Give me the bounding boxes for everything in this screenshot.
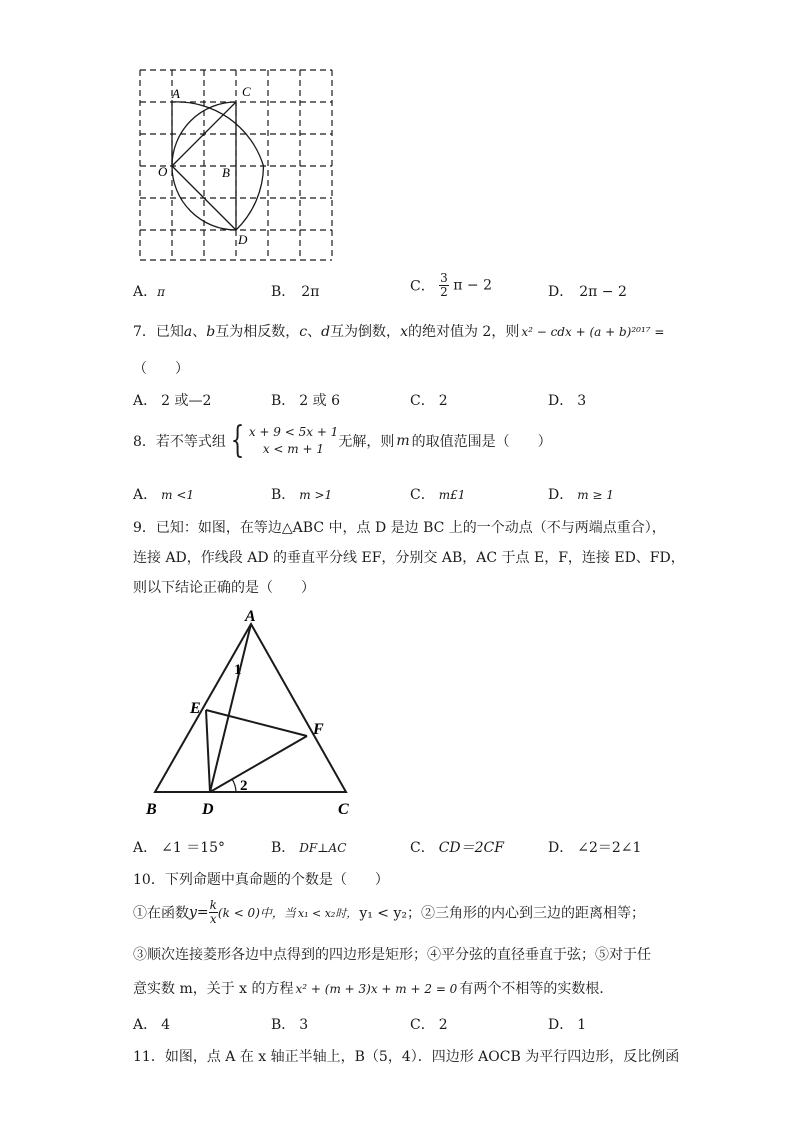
label-B: B [222, 165, 230, 180]
q6-option-c: C． $\frac{3}{2}$ π − 2 [410, 271, 493, 299]
q11-line1: 11．如图，点 A 在 x 轴正半轴上，B（5，4）．四边形 AOCB 为平行四边形，反比例函 [133, 1049, 680, 1065]
figure-triangle [140, 610, 365, 825]
label-C: C [242, 84, 251, 99]
q10-line2: ③顺次连接菱形各边中点得到的四边形是矩形；④平分弦的直径垂直于弦；⑤对于任 [133, 947, 651, 963]
segment-ed [206, 710, 210, 792]
label-angle-2: 2 [240, 778, 248, 794]
q7-option-d: D． 3 [548, 393, 587, 409]
q10-stem: 10．下列命题中真命题的个数是（ ） [133, 872, 389, 888]
q8-option-a: A． m <1 [133, 487, 195, 503]
q7-option-c: C． 2 [410, 393, 448, 409]
label-D: D [202, 801, 214, 818]
segment-fd [210, 736, 307, 792]
label-F: F [313, 721, 324, 738]
q10-option-a: A． 4 [133, 1017, 171, 1033]
label-A: A [172, 86, 180, 101]
q9-option-d: D． ∠2＝2∠1 [548, 840, 642, 856]
q9-line3: 则以下结论正确的是（ ） [133, 580, 315, 596]
q7-option-b: B． 2 或 6 [271, 393, 341, 409]
fraction-three-halves: $\frac{3}{2}$ [440, 271, 448, 299]
q10-line1: ①在函数y= $\frac{k}{x}$ (k < 0)中，当 x₁ < x₂时， y₁ < y₂；②三角形的内心到三边的距离相等； [133, 898, 646, 926]
q7-option-a: A． 2 或—2 [133, 393, 212, 409]
q10-option-d: D． 1 [548, 1017, 587, 1033]
inequality-system: x + 9 < 5x + 1 x < m + 1 [248, 425, 339, 456]
q6-option-a: A．π [133, 284, 166, 300]
q6-option-b: B． 2π [271, 284, 320, 300]
segment-ad [210, 624, 251, 792]
q9-line1: 9．已知：如图，在等边△ABC 中，点 D 是边 BC 上的一个动点（不与两端点重合）， [133, 520, 666, 536]
label-B: B [146, 801, 157, 818]
label-E: E [190, 700, 201, 717]
q8-option-b: B． m >1 [271, 487, 333, 503]
angle-2-arc [232, 779, 236, 792]
triangle-abc [155, 624, 346, 792]
label-angle-1: 1 [234, 662, 242, 678]
q9-option-b: B． DF⊥AC [271, 840, 347, 856]
brace-icon: { [230, 420, 245, 461]
q7-stem: 7．已知a、b互为相反数，c、d互为倒数，x的绝对值为 2，则 x² − cdx + (a + b)²⁰¹⁷ = [133, 324, 665, 340]
q10-option-c: C． 2 [410, 1017, 448, 1033]
q8-option-d: D． m ≥ 1 [548, 487, 614, 503]
q7-blank: （ ） [133, 361, 189, 377]
segment-ef [206, 710, 307, 736]
q9-option-a: A． ∠1 ＝15° [133, 840, 226, 856]
q8-option-c: C． m£1 [410, 487, 466, 503]
q10-option-b: B． 3 [271, 1017, 309, 1033]
q6-option-d: D． 2π − 2 [548, 284, 627, 300]
q9-line2: 连接 AD，作线段 AD 的垂直平分线 EF，分别交 AB，AC 于点 E，F，连接 ED、FD， [133, 550, 685, 566]
label-O: O [158, 164, 168, 179]
fraction-k-over-x: $\frac{k}{x}$ [209, 898, 217, 926]
q10-line3: 意实数 m，关于 x 的方程 x² + (m + 3)x + m + 2 = 0 有两个不相等的实数根． [133, 981, 614, 997]
q9-option-c: C． CD＝2CF [410, 840, 504, 856]
label-D: D [238, 232, 248, 247]
q8-stem: 8．若不等式组 { x + 9 < 5x + 1 x < m + 1 无解，则 m 的取值范围是（ ） [133, 420, 552, 461]
label-A: A [245, 610, 256, 625]
figure-grid-arc [130, 60, 350, 270]
label-C: C [338, 801, 349, 818]
